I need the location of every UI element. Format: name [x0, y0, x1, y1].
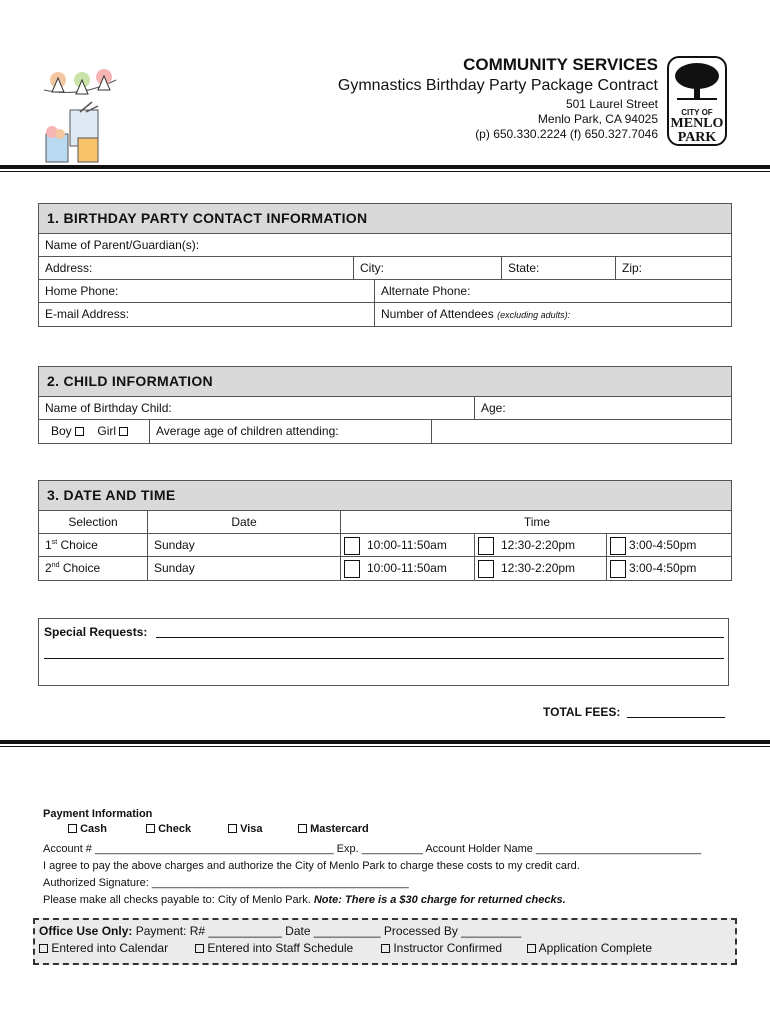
check-checkbox[interactable] — [146, 824, 155, 833]
special-requests-line-1 — [156, 637, 724, 638]
choice-1-date: Sunday — [147, 534, 340, 556]
application-label: Application Complete — [538, 941, 653, 955]
attendees-field[interactable] — [374, 303, 733, 326]
state-field[interactable]: State: — [501, 257, 615, 279]
choice-2-time-3-checkbox[interactable] — [610, 560, 626, 578]
choice-1-time-3: 3:00-4:50pm — [606, 534, 733, 556]
section-3-title: 3. DATE AND TIME — [39, 481, 731, 511]
address-field[interactable]: Address: — [45, 261, 93, 275]
choice-2-date: Sunday — [147, 557, 340, 580]
office-payment-line[interactable]: Payment: R# ___________ Date __________ Processed By _________ — [135, 924, 522, 938]
girl-checkbox[interactable] — [119, 427, 128, 436]
special-requests-line-2 — [44, 658, 724, 659]
section-contact-info — [38, 203, 732, 327]
visa-label: Visa — [240, 823, 263, 835]
choice-1-sup: st — [51, 539, 58, 546]
phone-line: (p) 650.330.2224 (f) 650.327.7046 — [475, 127, 658, 141]
section-2-title: 2. CHILD INFORMATION — [39, 367, 731, 397]
staff-schedule-checkbox[interactable] — [195, 944, 204, 953]
total-fees-label: TOTAL FEES: — [543, 705, 621, 719]
choice-2-time-1-checkbox[interactable] — [344, 560, 360, 578]
org-title: COMMUNITY SERVICES — [463, 55, 658, 74]
city-logo — [667, 56, 727, 146]
office-use-box — [33, 918, 737, 965]
choice-2-time-1: 10:00-11:50am — [340, 557, 474, 580]
attendees-note: (excluding adults): — [497, 310, 571, 320]
col-time: Time — [340, 511, 733, 533]
email-field[interactable]: E-mail Address: — [45, 307, 130, 321]
mid-rule-thin — [0, 746, 770, 747]
address-line-2: Menlo Park, CA 94025 — [537, 112, 658, 126]
choice-1-time-2-checkbox[interactable] — [478, 537, 494, 555]
logo-city-of: CITY OF — [681, 108, 713, 117]
avg-age-field[interactable]: Average age of children attending: — [149, 420, 431, 443]
logo-park: PARK — [677, 130, 717, 145]
logo-menlo: MENLO — [670, 116, 724, 131]
boy-label: Boy — [51, 424, 72, 438]
section-date-time — [38, 480, 732, 581]
section-1-title: 1. BIRTHDAY PARTY CONTACT INFORMATION — [39, 204, 731, 234]
section-child-info — [38, 366, 732, 444]
office-use-label: Office Use Only: — [39, 924, 133, 938]
cash-label: Cash — [80, 823, 107, 835]
instructor-label: Instructor Confirmed — [393, 941, 503, 955]
check-label: Check — [158, 823, 192, 835]
choice-2-word: Choice — [62, 561, 101, 575]
choice-1-time-3-checkbox[interactable] — [610, 537, 626, 555]
alt-phone-field[interactable]: Alternate Phone: — [374, 280, 733, 302]
city-field[interactable]: City: — [353, 257, 501, 279]
col-date: Date — [147, 511, 340, 533]
signature-line[interactable]: Authorized Signature: __________________________________________ — [43, 877, 409, 889]
mid-rule — [0, 740, 770, 744]
header-rule-thin — [0, 171, 770, 172]
application-checkbox[interactable] — [527, 944, 536, 953]
staff-schedule-label: Entered into Staff Schedule — [207, 941, 354, 955]
mastercard-checkbox[interactable] — [298, 824, 307, 833]
col-selection: Selection — [68, 515, 118, 529]
form-title: Gymnastics Birthday Party Package Contract — [337, 77, 658, 94]
total-fees-line[interactable] — [627, 717, 725, 718]
home-phone-field[interactable]: Home Phone: — [45, 284, 119, 298]
age-field[interactable]: Age: — [474, 397, 733, 419]
payment-heading: Payment Information — [43, 808, 153, 820]
header-rule — [0, 165, 770, 169]
attendees-label: Number of Attendees — [381, 307, 494, 321]
parent-name-field[interactable]: Name of Parent/Guardian(s): — [45, 238, 200, 252]
choice-1-word: Choice — [60, 538, 98, 552]
choice-2-time-2: 12:30-2:20pm — [474, 557, 606, 580]
choice-2-num: 2 — [45, 561, 52, 575]
avg-age-divider — [431, 420, 432, 443]
choice-2-time-3: 3:00-4:50pm — [606, 557, 733, 580]
cash-checkbox[interactable] — [68, 824, 77, 833]
choice-1-time-1-checkbox[interactable] — [344, 537, 360, 555]
zip-field[interactable]: Zip: — [615, 257, 733, 279]
address-line-1: 501 Laurel Street — [565, 97, 658, 111]
child-name-field[interactable]: Name of Birthday Child: — [45, 401, 172, 415]
account-line[interactable]: Account # _______________________________________ Exp. __________ Account Holder Name ___________________________ — [43, 843, 702, 855]
visa-checkbox[interactable] — [228, 824, 237, 833]
choice-2-sup: nd — [51, 562, 60, 569]
checks-text: Please make all checks payable to: City of Menlo Park. — [43, 894, 314, 906]
choice-1-time-1: 10:00-11:50am — [340, 534, 474, 556]
mastercard-label: Mastercard — [310, 823, 369, 835]
calendar-label: Entered into Calendar — [51, 941, 169, 955]
returned-checks-note: Note: There is a $30 charge for returned checks. — [313, 894, 566, 906]
party-illustration — [40, 68, 120, 168]
choice-1-time-2: 12:30-2:20pm — [474, 534, 606, 556]
instructor-checkbox[interactable] — [381, 944, 390, 953]
girl-label: Girl — [97, 424, 117, 438]
special-requests-label: Special Requests: — [44, 625, 148, 639]
choice-2-time-2-checkbox[interactable] — [478, 560, 494, 578]
tree-icon — [669, 58, 725, 104]
agree-text: I agree to pay the above charges and authorize the City of Menlo Park to charge these costs to my credit card. — [43, 860, 580, 872]
calendar-checkbox[interactable] — [39, 944, 48, 953]
choice-1-num: 1 — [45, 538, 52, 552]
boy-checkbox[interactable] — [75, 427, 84, 436]
special-requests-box[interactable] — [38, 618, 729, 686]
